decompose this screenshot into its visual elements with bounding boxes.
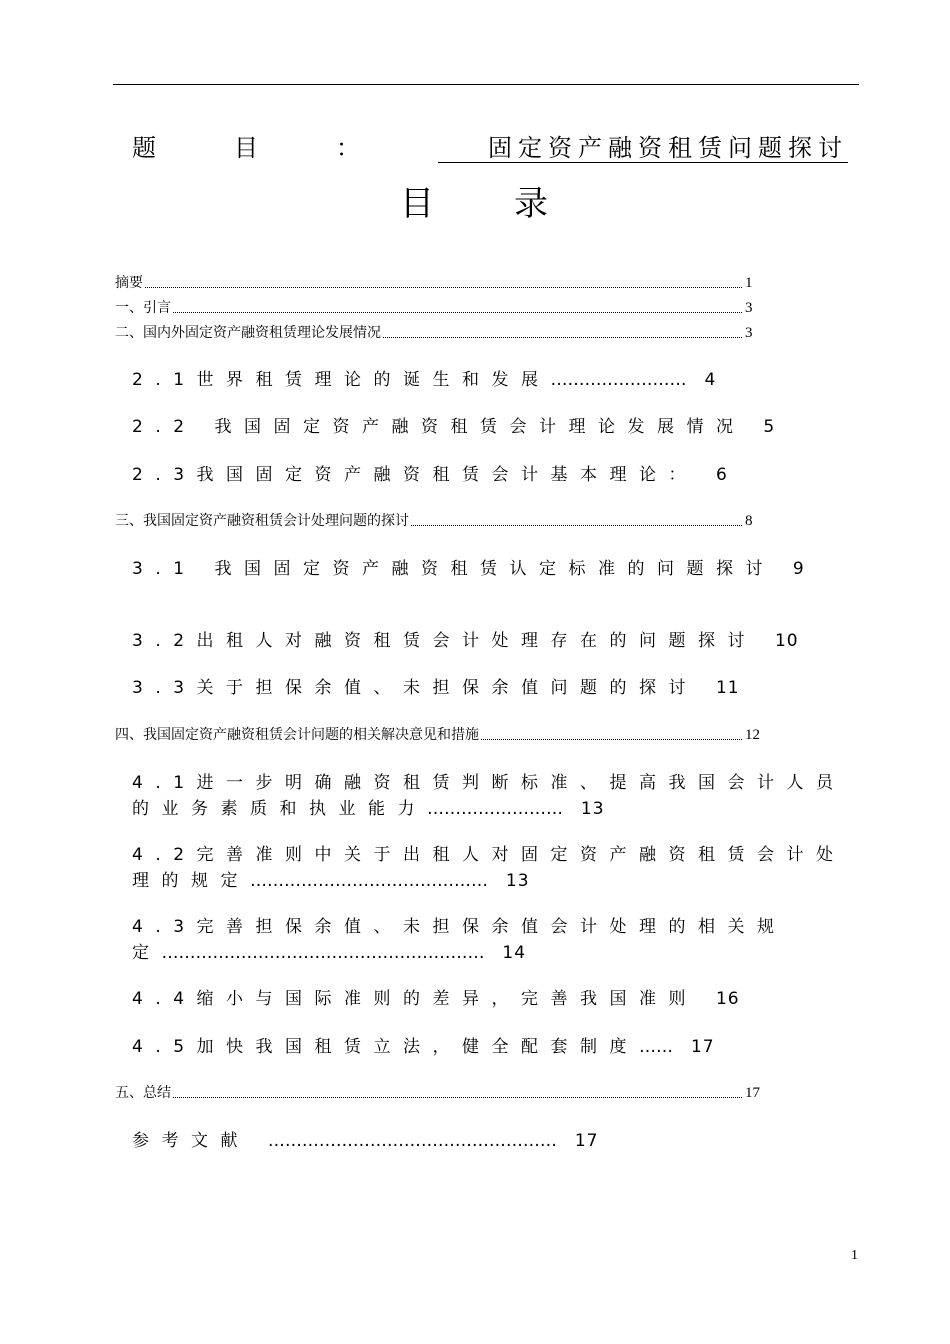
toc-entry-page: 17: [690, 1037, 715, 1057]
toc-entry-page: 6: [715, 465, 728, 485]
toc-entry-page: 16: [715, 989, 740, 1009]
toc-entry-3-1[interactable]: [132, 556, 852, 582]
header-rule: [113, 84, 859, 85]
toc-entry-label: 3.2出租人对融资租赁会计处理存在的问题探讨: [132, 631, 758, 651]
toc-entry-label: 参考文献: [132, 1131, 250, 1151]
toc-entry-4-5[interactable]: [132, 1034, 715, 1060]
toc-entry-label: 4.5加快我国租赁立法，健全配套制度: [132, 1037, 640, 1057]
document-title: 固定资产融资租赁问题探讨: [438, 134, 848, 163]
toc-entry-label: 三、我国固定资产融资租赁会计处理问题的探讨: [115, 513, 409, 529]
toc-entry-references[interactable]: [132, 1128, 598, 1154]
toc-entry-label: 二、国内外固定资产融资租赁理论发展情况: [115, 325, 381, 341]
dot-leader: [115, 287, 742, 288]
dot-leader: ……: [639, 1037, 674, 1057]
dot-leader: ……………………………………: [250, 871, 488, 891]
dot-leader: [115, 1097, 742, 1098]
toc-entry-page: 12: [745, 727, 760, 743]
dot-leader: [115, 312, 742, 313]
toc-entry-3-3[interactable]: [132, 675, 740, 701]
toc-entry-page: 14: [502, 943, 527, 963]
toc-entry-page: 5: [763, 417, 776, 437]
toc-entry-introduction[interactable]: [115, 298, 775, 318]
page-number: 1: [851, 1248, 858, 1263]
toc-entry-page: 8: [745, 513, 753, 529]
toc-entry-label: 摘要: [115, 275, 143, 291]
toc-entry-label: 4.3完善担保余值、未担保余值会计处理的相关规定: [132, 917, 787, 963]
dot-leader: ……………………………………………: [267, 1131, 557, 1151]
document-title-row: [132, 128, 848, 163]
toc-entry-label: 4.4缩小与国际准则的差异，完善我国准则: [132, 989, 699, 1009]
dot-leader: ……………………: [550, 370, 687, 390]
toc-entry-page: 17: [745, 1085, 760, 1101]
toc-entry-2-3[interactable]: [132, 462, 728, 488]
toc-entry-label: 五、总结: [115, 1085, 171, 1101]
toc-entry-2-1[interactable]: [132, 367, 716, 393]
toc-entry-conclusion[interactable]: [115, 1083, 775, 1103]
toc-entry-label: 4.2完善准则中关于出租人对固定资产融资租赁会计处理的规定: [132, 845, 846, 891]
toc-entry-label: 4.1进一步明确融资租赁判断标准、提高我国会计人员的业务素质和执业能力: [132, 773, 846, 819]
toc-entry-page: 1: [745, 275, 753, 291]
toc-entry-label: 3.1 我国固定资产融资租赁认定标准的问题探讨: [132, 559, 775, 579]
toc-entry-4-2[interactable]: [132, 842, 852, 894]
toc-entry-section-4[interactable]: [115, 725, 775, 745]
toc-entry-4-4[interactable]: [132, 986, 740, 1012]
toc-entry-section-3[interactable]: [115, 511, 775, 531]
toc-entry-4-1[interactable]: [132, 770, 852, 822]
toc-entry-4-3[interactable]: [132, 914, 852, 966]
toc-entry-page: 13: [505, 871, 530, 891]
toc-entry-abstract[interactable]: [115, 273, 775, 293]
toc-entry-label: 2.3我国固定资产融资租赁会计基本理论：: [132, 465, 699, 485]
toc-entry-2-2[interactable]: [132, 414, 775, 440]
toc-entry-page: 11: [715, 678, 740, 698]
toc-heading: 目录: [400, 184, 628, 224]
toc-entry-page: 3: [745, 300, 753, 316]
toc-entry-3-2[interactable]: [132, 628, 799, 654]
toc-entry-page: 13: [580, 799, 605, 819]
toc-entry-page: 9: [792, 559, 805, 579]
toc-entry-page: 10: [774, 631, 799, 651]
toc-entry-label: 2.2 我国固定资产融资租赁会计理论发展情况: [132, 417, 746, 437]
dot-leader: …………………………………………………: [161, 943, 485, 963]
toc-entry-label: 2.1世界租赁理论的诞生和发展: [132, 370, 551, 390]
title-label: 题目：: [132, 134, 438, 162]
toc-entry-page: 17: [574, 1131, 599, 1151]
toc-entry-label: 四、我国固定资产融资租赁会计问题的相关解决意见和措施: [115, 727, 479, 743]
toc-entry-label: 3.3关于担保余值、未担保余值问题的探讨: [132, 678, 699, 698]
toc-entry-page: 3: [745, 325, 753, 341]
toc-entry-label: 一、引言: [115, 300, 171, 316]
toc-entry-section-2[interactable]: [115, 323, 775, 343]
dot-leader: ……………………: [427, 799, 563, 819]
toc-entry-page: 4: [704, 370, 717, 390]
